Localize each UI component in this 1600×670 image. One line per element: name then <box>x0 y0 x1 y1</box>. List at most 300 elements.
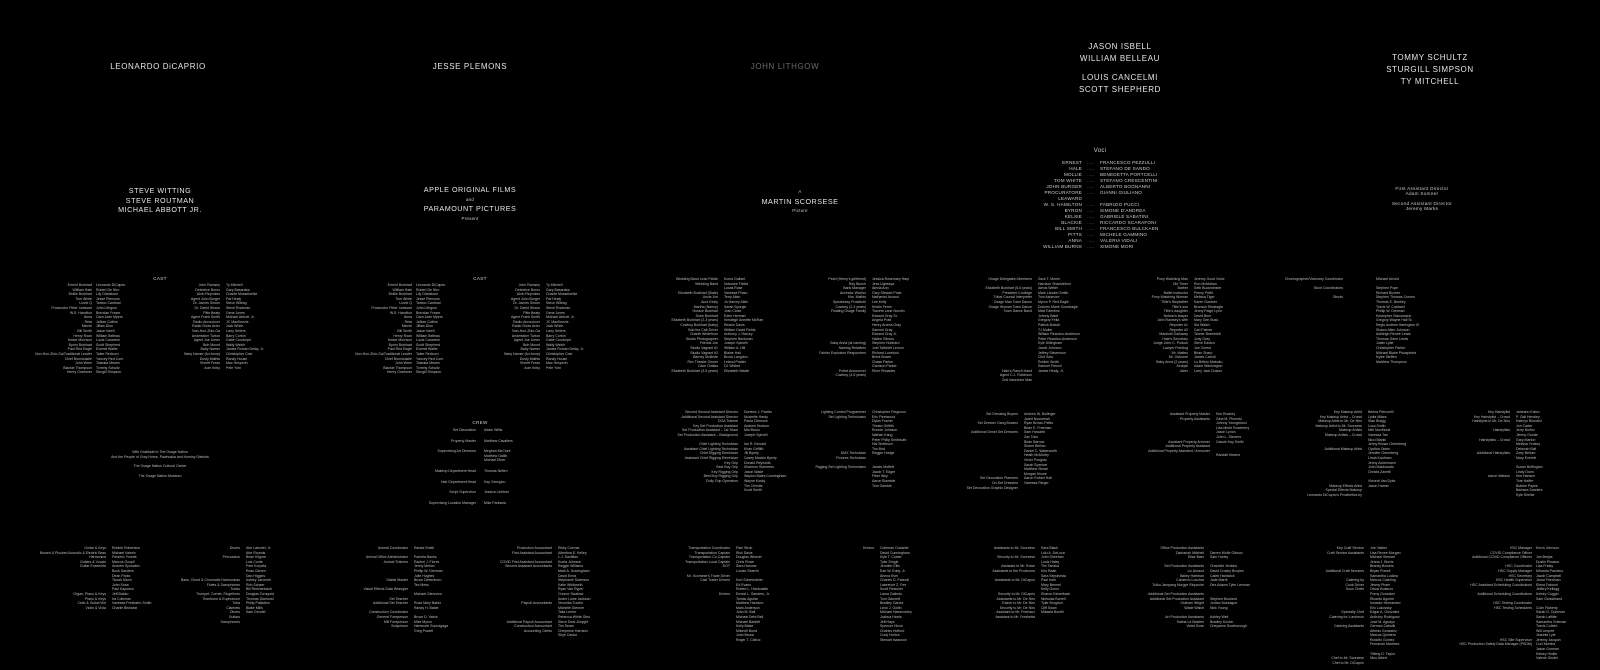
credit-line: Travers Lane Noorlin <box>872 309 905 314</box>
credit-line: Bill Smith <box>77 328 92 333</box>
credit-line: Robert De Niro <box>96 287 120 292</box>
cast-header-1: CAST <box>153 276 167 281</box>
credit-line: Additional Hairstylists <box>1476 451 1510 456</box>
credit-line: Catering Assistants <box>1334 624 1364 629</box>
credit-line: Angela Pratt <box>872 318 892 323</box>
credit-line: 2nd Insurance Man <box>1002 378 1032 383</box>
credit-line: Jillian Dion <box>96 324 113 329</box>
voci-dots: ..... <box>1087 172 1095 177</box>
credit-line: Talee Redcorn <box>96 351 119 356</box>
credit-line: Dean Parks <box>112 573 131 578</box>
credit-line: Pitts Beaty <box>203 310 220 315</box>
top-star-1 <box>108 61 208 73</box>
credit-line: Non-Hon-Zhin-Ga/Traditional Leader <box>355 351 412 356</box>
credit-line: Guitar & Keys <box>84 546 106 550</box>
credit-line: Sam Hurley <box>1210 555 1229 560</box>
credit-line: Additional COVID Compliance Officers <box>1472 555 1532 560</box>
credit-line: Jeff Hays <box>880 619 895 624</box>
credit-line: Oboes <box>229 610 240 615</box>
star-name: TOMMY SCHULTZ <box>1392 53 1468 62</box>
crew-role: Hair Department Head <box>440 479 476 484</box>
crew-row <box>380 480 580 485</box>
credit-line: Terry Allen <box>724 295 741 300</box>
credit-line: Sarah Laffitte <box>1536 614 1557 619</box>
col-names <box>724 277 794 373</box>
credit-line: Construction Accountant <box>514 624 552 629</box>
crew-name: Michael Diner <box>484 458 506 463</box>
star-name: JASON ISBELL <box>1088 42 1152 51</box>
credit-line: Harmonica <box>89 555 106 560</box>
credit-line: Michael Glennons <box>414 591 443 596</box>
credit-line: Hal Smithson <box>872 442 893 447</box>
credit-line: COVID Compliance Officer <box>1490 550 1532 555</box>
credit-line: Cello & Guitar/Viol <box>77 601 106 606</box>
credit-line: William Hale <box>392 287 412 292</box>
credit-line: Stephanie Swenson <box>558 578 590 583</box>
credit-line: Reta <box>404 319 412 324</box>
credit-line: Assistant Chief Lighting Technician <box>683 446 738 451</box>
col-roles <box>636 410 738 484</box>
credit-line: Additional Makeup Artist <box>1324 446 1362 451</box>
credit-line: Chef to Mr. Scorsese <box>1331 656 1364 661</box>
credit-line: Set Teacher <box>389 596 408 601</box>
credit-line: Yancey Red Corn <box>96 356 124 361</box>
credit-line: Nicci Bianki <box>1368 437 1387 442</box>
credit-line: Jason Isbell <box>96 328 115 333</box>
credit-line: Detective Burns <box>195 287 220 292</box>
credit-line: German Cabulik <box>1370 624 1396 629</box>
credit-line: Brian Sharp <box>1194 350 1213 355</box>
credit-line: Art Production Assistants <box>1165 614 1204 619</box>
credit-line: Set Decoration Graphic Designer <box>966 485 1018 490</box>
credit-line: Bob the Cab Driver <box>688 327 718 332</box>
credit-line: Vincent Van Dyke <box>1368 478 1396 483</box>
credit-line: Steve Routman <box>546 305 571 310</box>
credit-line: Jenny Paige Lynn <box>1194 309 1222 314</box>
credit-line: Nozbelle Hardy <box>744 414 768 419</box>
col-roles <box>1440 546 1532 647</box>
second-ad-name: Jeremy Marks <box>1405 206 1439 211</box>
credit-line: Khan Griffith <box>744 446 764 451</box>
voci-dots: ..... <box>1087 208 1095 213</box>
credit-line: Richard Lovelock <box>872 350 899 355</box>
credit-line: Lizzie Q <box>79 301 92 306</box>
credit-line: Vanessa Rieger <box>1024 480 1049 485</box>
credit-line: Johnny Baier <box>1038 313 1059 318</box>
credit-line: Jason Hamer <box>1368 483 1389 488</box>
credit-line: Sara Hamme <box>736 564 757 569</box>
cast-roles-right-2 <box>480 283 540 370</box>
credit-line: Assistants to the Producers <box>992 568 1035 573</box>
credit-line: Kyle Sheller <box>1516 492 1535 497</box>
credit-line: Bryan Powell <box>1370 568 1391 573</box>
credit-line: Radio Show Actor <box>512 324 540 329</box>
credit-line: Bass, Chord & Chromatic Harmonicas <box>180 578 240 583</box>
credit-line: John Wren <box>395 361 412 366</box>
credit-line: Michael Arnold <box>1376 277 1399 281</box>
credit-line: Elizabeth Burkhart (2-3 years) <box>671 318 718 323</box>
credit-line: Veronika Tudzin <box>558 601 583 606</box>
credit-line: Jason Lynch <box>1216 430 1236 435</box>
credit-line: Charlie Musselwhite <box>226 292 258 297</box>
crew-header: CREW <box>472 420 488 425</box>
voci-row <box>1020 190 1180 202</box>
credit-line: Tyler Dingle <box>880 559 899 564</box>
credit-line: Louise Sbarrhi <box>736 568 759 573</box>
credit-line: Assistant Property Armorer <box>1168 439 1210 444</box>
credit-line: James Heaty, Jr. <box>1038 368 1064 373</box>
credit-line: Henry Aroma Gray <box>872 322 901 327</box>
credit-line: Chief Rigging Electrician <box>699 451 738 456</box>
crew-list <box>380 428 580 511</box>
credit-line: HSC Testing Schedulers <box>1494 605 1532 610</box>
credit-line: William Reardon-Anderson <box>1038 332 1080 337</box>
credit-line: Tanner Bramblett <box>1194 332 1221 337</box>
credit-line: Harrison Shackleford <box>1038 281 1071 286</box>
credit-line: Aaron Watson <box>1487 474 1510 479</box>
credit-line: Brian E. Freeman <box>1024 425 1052 430</box>
credit-line: Susan Buffington <box>1516 465 1543 470</box>
voci-dots: ..... <box>1087 202 1095 207</box>
credit-line: Baby Anna (2 years) <box>1156 359 1188 364</box>
credit-line: Larry Sellers <box>226 328 246 333</box>
credit-line: Sarah G. Dubovan <box>1536 610 1565 615</box>
voci-role: MOLLIE <box>1063 172 1082 177</box>
crew-names <box>484 449 511 463</box>
music-roles <box>12 546 106 610</box>
credit-line: Christopher Cote <box>546 351 573 356</box>
credit-line: Penny Pettit <box>1194 290 1213 295</box>
credit-line: Bradley Garcia <box>880 601 904 606</box>
credit-line: DJ Whited <box>724 364 741 369</box>
crew-row <box>380 501 580 506</box>
credit-line: Additional Property Assistant / Armourer <box>1148 448 1210 453</box>
col-names <box>1041 546 1111 615</box>
credit-line: Bank Manager <box>843 286 866 291</box>
credit-line: Max Hesperin <box>546 361 568 366</box>
credit-line: Coleman Cosdelle <box>880 546 909 550</box>
credit-line: Charlie Musselwhite <box>546 292 578 297</box>
credit-line: Baby Namer <box>200 347 220 352</box>
credit-line: Cliff Swan <box>1041 605 1057 610</box>
credit-line: Stephen Thomas Cronen <box>1376 295 1416 300</box>
credit-line: Gina M. Pimento <box>1216 416 1243 421</box>
credit-line: Ashleigh Renee Lewis <box>1376 332 1411 337</box>
credit-line: Blaine Hall <box>724 350 741 355</box>
col-names <box>1536 546 1596 661</box>
credit-line: Kelly Guion <box>1041 587 1059 592</box>
credit-line: Drivers <box>862 546 874 550</box>
col-names <box>1210 546 1286 629</box>
credit-line: Specialty Chef <box>1341 610 1364 615</box>
credit-line: Vanessa Tan <box>1368 432 1388 437</box>
credit-line: Thomas Gene Lewis <box>1376 336 1409 341</box>
credit-line: Agent C.J. Robinson <box>999 373 1032 378</box>
studio-line-1: APPLE ORIGINAL FILMS <box>423 185 517 194</box>
credit-line: W.S. Hamilton <box>389 310 412 315</box>
col-names <box>558 546 628 638</box>
credit-line: Abe Laboriel, Jr. <box>246 546 272 550</box>
credit-line: David Cunningham <box>880 550 910 555</box>
credit-line: Pamela Banks <box>414 555 437 560</box>
credit-line: Brock Langdon <box>724 355 748 360</box>
credit-line: Barry Corbin <box>546 333 566 338</box>
credit-line: Lily Gladstone <box>416 292 439 297</box>
credit-line: Trombone & Euphonium <box>202 596 240 601</box>
voci-voice: GIANNI GIULIANO <box>1100 190 1143 195</box>
credit-line: Elizabeth Burkhart (5-6 years) <box>985 286 1032 291</box>
col-roles <box>1118 412 1210 453</box>
director-picture: Picture <box>792 208 808 214</box>
credit-line: David Crosby Broyles <box>1210 568 1244 573</box>
credit-line: Ernest L. Sanders, Jr. <box>736 591 770 596</box>
credit-line: Oscar Bolanos <box>1370 587 1393 592</box>
credit-line: Abe Rounds <box>246 550 266 555</box>
credit-line: Stunts <box>1333 295 1343 300</box>
cast-names-right-1 <box>226 283 296 370</box>
credit-line: Randy H. Baker <box>414 605 439 610</box>
credit-line: Stephen Hubbard <box>872 341 900 346</box>
gratitude-line: The Osage Nation Museum <box>138 473 182 478</box>
col-roles <box>1430 410 1510 479</box>
credit-line: Jeremy Jacquin <box>1536 637 1561 642</box>
credit-line: Sodperson <box>391 624 408 629</box>
credit-line: HSC Secretary <box>1508 573 1532 578</box>
credit-line: DMX Technician <box>840 451 866 456</box>
voci-dots: ..... <box>1087 166 1095 171</box>
credit-line: Jan Brejas <box>1536 555 1553 560</box>
credit-line: Guitars <box>228 614 240 619</box>
credit-line: Shannon Summers <box>744 465 774 470</box>
credit-line: Philip Palladino <box>246 601 270 606</box>
crew-name: Adam Willis <box>484 428 503 432</box>
voci-dots: ..... <box>1087 178 1095 183</box>
credit-line: Jenna J. Burris <box>1370 559 1394 564</box>
col-roles <box>800 410 866 470</box>
voci-role: BYRON <box>1064 208 1082 213</box>
credit-line: Property Assistants <box>1180 416 1210 421</box>
credit-line: Visual Effects Data Wrangler <box>363 587 408 592</box>
credit-line: Marcus Goupil <box>112 559 135 564</box>
credit-line: Joseph Spinelli <box>744 432 768 437</box>
credit-line: Robert L. Hardcastle <box>736 587 769 592</box>
credit-line: Kyle T. Custer <box>880 555 902 560</box>
credit-line: Scott Smith <box>744 488 762 493</box>
credit-line: First Assistant Accountant <box>511 550 552 555</box>
col-names <box>1038 277 1120 373</box>
credit-line: DGA Trainee <box>717 419 738 424</box>
credit-line: Pat Healy <box>546 296 562 301</box>
credit-line: Phillip W. Dreiman <box>1376 309 1405 314</box>
credit-line: John Lithgow <box>96 305 117 310</box>
credit-line: Morgan Moore <box>1024 471 1047 476</box>
credit-line: Zack T. Morris <box>1038 277 1060 281</box>
voci-dots: ..... <box>1087 184 1095 189</box>
credit-line: Charlotte Jenkins <box>1210 564 1238 569</box>
voci-role: BLACKIE <box>1061 220 1082 225</box>
credit-line: Charles Holford <box>880 628 905 633</box>
credit-line: Leland Pratter <box>724 359 746 364</box>
credit-line: John Brosa <box>736 633 754 638</box>
credit-line: Aaron Robert Hall <box>1024 476 1052 481</box>
credit-line: Mollie Burkhart <box>388 292 412 297</box>
credit-line: Dex Adams Tyler Lenman <box>1210 582 1251 587</box>
crew-names <box>484 501 506 506</box>
credit-line: Key Hairstylist – Crowd <box>1473 414 1510 419</box>
credit-line: Jade Marrit <box>1210 578 1228 583</box>
credit-line: Agent Frank Smith <box>511 315 540 320</box>
credit-line: W.S. Hamilton <box>69 310 92 315</box>
director-a: A <box>798 189 802 194</box>
credit-line: Jo Harvey Allen <box>724 299 749 304</box>
credit-line: Judge John C. Pollock <box>1153 341 1188 346</box>
credit-line: Jimmy Goode <box>1516 432 1538 437</box>
credit-line: Guitars & Vocals <box>80 559 106 564</box>
star-name: SCOTT SHEPHERD <box>1078 85 1162 94</box>
credit-line: Dr. David Shoun <box>514 305 540 310</box>
credit-line: Fixtures Technician <box>836 455 866 460</box>
credit-line: Lee Kelly <box>872 299 887 304</box>
credit-line: Lisa Renee Morgan <box>1370 550 1401 555</box>
credit-line: Robert De Niro <box>416 287 440 292</box>
credit-line: Kelsie Morrison <box>387 338 412 343</box>
credit-line: Tom White <box>395 296 412 301</box>
credit-line: Bailey Hartman <box>1180 573 1204 578</box>
credit-line: Paul Kapsano <box>112 587 134 592</box>
credit-line: Alvin Reynolds <box>196 292 220 297</box>
credit-line: Hale's Secretary <box>1162 336 1188 341</box>
credit-line: Cowboy Burkhart (baby) <box>680 322 718 327</box>
credit-line: Radio Show Actor <box>192 324 220 329</box>
credit-line: Lu Britton Mabuku <box>1194 359 1223 364</box>
credit-line: Choreographer/Visionary Coordinator <box>1284 277 1343 281</box>
credit-line: Tristan Griffith <box>872 423 894 428</box>
credit-line: Thomas Diamond <box>246 596 274 601</box>
credit-line: Martha (Nanny) <box>693 304 718 309</box>
credit-line: Gary Martori <box>1516 437 1536 442</box>
credit-line: Set Production Assistants <box>1164 564 1204 569</box>
credit-line: Rigging Set Lighting Technicians <box>815 465 866 470</box>
credit-line: Barbara Sanders <box>1516 488 1543 493</box>
credit-line: Larry Jack Dotson <box>1194 368 1223 373</box>
credit-line: Kinsleigh Annette McRae <box>724 318 764 323</box>
credit-line: John Sosa <box>112 582 129 587</box>
credit-line: Agent Frank Smith <box>191 315 220 320</box>
credit-line: Cara Jade Myers <box>416 315 443 320</box>
credit-line: Stephen Pope <box>1376 286 1399 291</box>
credit-line: Non-Hon-Zhin-Ga <box>512 328 540 333</box>
credit-line: James Roman Delay, Jr. <box>546 347 584 352</box>
credit-line: Henry Grammer <box>66 370 92 375</box>
credit-line: Ismador Hernandez <box>1370 601 1401 606</box>
credit-line: Kunta Johnson <box>558 559 582 564</box>
credit-line: Jesse Plemons <box>96 296 120 301</box>
credit-line: Buck Sanders <box>112 568 134 573</box>
credit-line: Joseph Spinelli <box>724 341 748 346</box>
crew-row <box>380 449 580 463</box>
col-names <box>1370 546 1436 661</box>
crew-names <box>484 428 502 433</box>
credit-line: Sheriff Freas <box>520 361 540 366</box>
credit-line: Phillip W. Dreiman <box>414 568 443 573</box>
credit-line: Ancestor Warrior <box>839 290 866 295</box>
credit-line: Kris Raab <box>1041 568 1057 573</box>
credit-line: Tim Tanaka <box>1041 564 1059 569</box>
voci-voice: GABRIELE SABATINI <box>1100 214 1149 219</box>
credit-line: Charles D. Fabnoll <box>880 578 909 583</box>
cast-names-right-2 <box>546 283 616 370</box>
credit-line: Steve Witting <box>546 301 567 306</box>
credit-line: Tore Haffer <box>1516 478 1534 483</box>
credit-line: Cheyenne Harrison <box>558 628 589 633</box>
credit-line: Greg Powell <box>414 628 434 633</box>
crew-names <box>484 480 505 485</box>
credit-line: Michael Bartlett <box>736 619 761 624</box>
credit-line: Animal Trainers <box>383 559 408 564</box>
credit-line: Tarrah Mann <box>112 578 132 583</box>
first-ad-name: Adam Somner <box>1405 191 1439 196</box>
credit-line: Barber <box>1177 286 1188 291</box>
credit-line: Sheriff Freas <box>200 361 220 366</box>
credit-line: Michael Abbott, Jr. <box>226 315 255 320</box>
credit-line: Set Production Assistant – Background <box>677 432 738 437</box>
col-roles <box>1118 277 1188 373</box>
credit-line: Louis Cancelmi <box>96 338 120 343</box>
credit-line: Wally Welch <box>546 342 566 347</box>
credit-line: Dr. James Shoun <box>513 301 540 306</box>
crew-name: Mike Fantasia <box>484 500 506 505</box>
credit-line: Clint Soto <box>1038 355 1054 360</box>
credit-line: Security to Mr. DiCaprio <box>998 591 1035 596</box>
cast-names-left-1 <box>96 283 156 375</box>
credit-line: Ross Garren <box>246 568 266 573</box>
credit-line: Tillie's Stepfather <box>1161 299 1188 304</box>
credit-line: Jennifer Ellis <box>880 564 900 569</box>
credit-line: William Belleau <box>96 333 120 338</box>
credit-line: Reggie Hodge <box>872 451 895 456</box>
credit-line: Jeffery Kellogg <box>1536 587 1560 592</box>
credit-line: Saleta La Bastien <box>1176 619 1204 624</box>
credit-line: Aaron Bramble <box>872 478 896 483</box>
credit-line: Mary Bermel <box>1041 582 1061 587</box>
credit-line: Jack White <box>226 324 244 329</box>
credit-line: Pearl (Henry's girlfriend) <box>828 277 866 281</box>
credit-line: Key Rigging Grip <box>711 469 738 474</box>
credit-line: JaNae Collins <box>416 319 438 324</box>
voci-title: Voci <box>1093 148 1107 154</box>
credit-line: Tillie's daughter <box>1163 309 1188 314</box>
credit-line: Security to Mr. De Niro <box>999 605 1035 610</box>
credit-line: Kathryn Blondell <box>1516 419 1542 424</box>
crew-name: Matthew Cavaliers <box>484 438 513 443</box>
credit-line: Cynthia Owen <box>1368 446 1390 451</box>
credit-line: President Coolidge <box>1002 290 1032 295</box>
credit-line: Kelsie Morrison <box>67 338 92 343</box>
credit-line: Additional Property Assistant <box>1165 444 1210 449</box>
credit-line: Non-Hon-Zhin-Ga <box>192 328 220 333</box>
gratitude-line: With Gratitude to The Osage Nation <box>132 450 188 454</box>
credit-line: Key Hairstylist <box>1487 410 1510 414</box>
credit-line: Assistants to Mr. De Niro <box>996 596 1035 601</box>
credit-line: Dusty Mathis <box>199 356 220 361</box>
credit-line: Mr. Osborne <box>1168 355 1188 360</box>
credit-line: Gene Jones <box>226 310 245 315</box>
credit-line: Tantoo Cardinal <box>416 301 441 306</box>
credit-line: Agent John Burger <box>190 296 220 301</box>
credit-line: Mark Anderson <box>736 605 760 610</box>
credit-line: Rachel J. Flores <box>414 559 440 564</box>
credit-line: Police Announcer <box>838 368 866 373</box>
